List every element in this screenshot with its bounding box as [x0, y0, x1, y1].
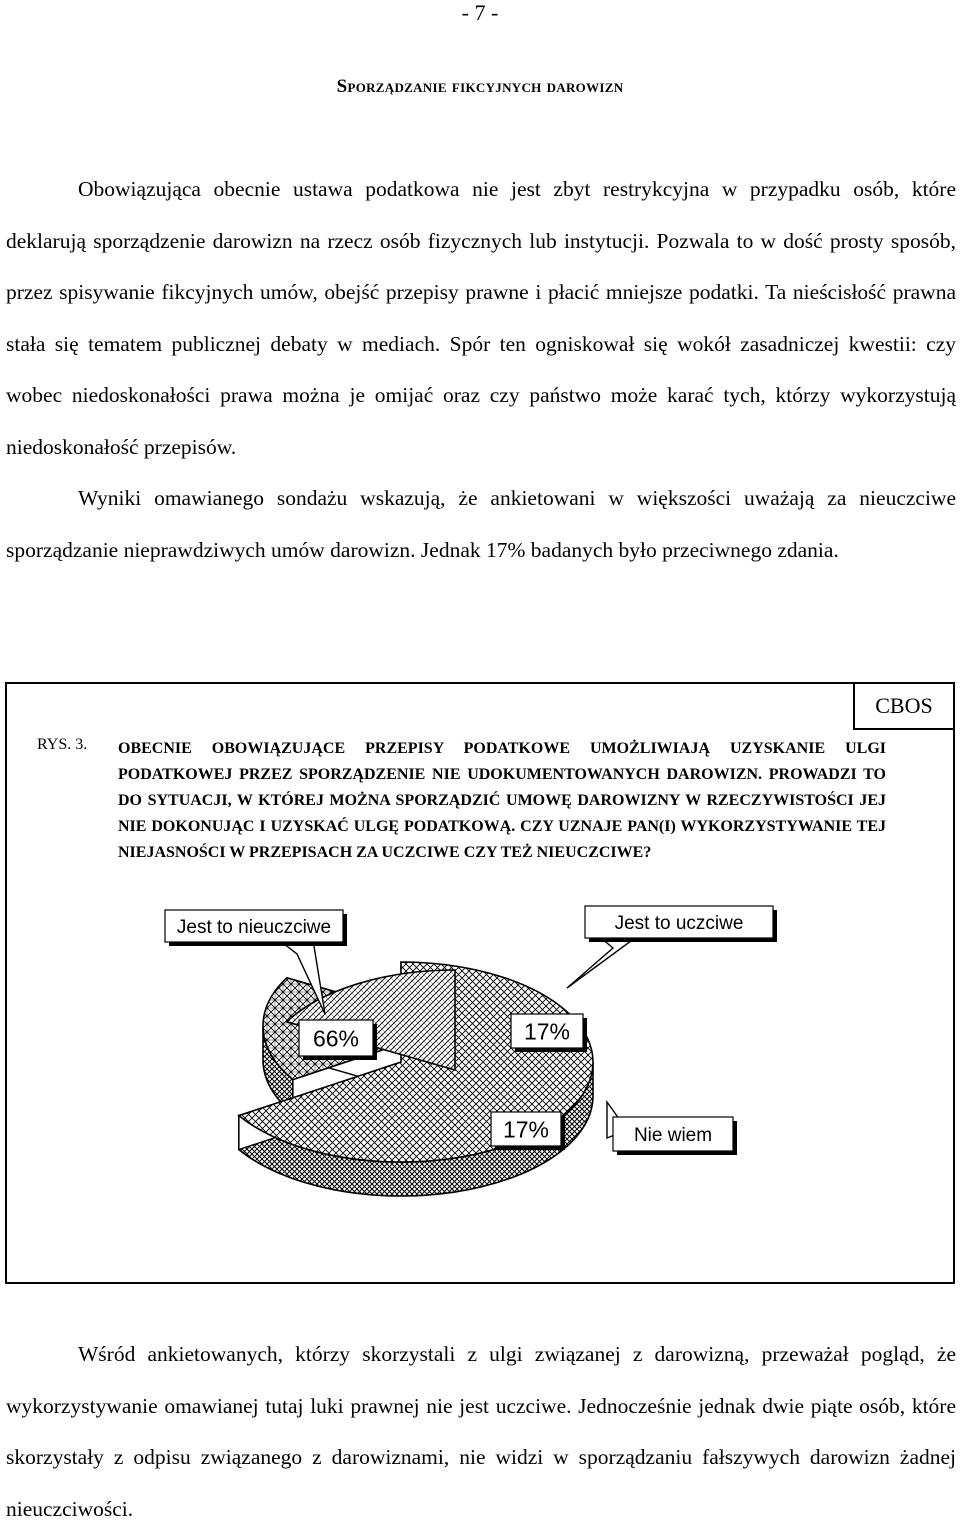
- category-label-0: [165, 910, 347, 946]
- paragraph-intro-text: Obowiązująca obecnie ustawa podatkowa nie jest zbyt restrykcyjna w przypadku osób, które deklarują sporządzenie darowizn na rzecz osób fizycznych lub instytucji. Pozwala to w dość prosty sposób, przez spisywanie fikcyjnych umów, obejść przepisy prawne i płacić mniejsze podatki. Ta nieścisłość prawna stała się tematem publicznej debaty w mediach. Spór ten ogniskował się wokół zasadniczej kwestii: czy wobec niedoskonałości prawa można je omijać oraz czy państwo może karać tych, którzy wykorzystują niedoskonałość przepisów.: [6, 177, 956, 459]
- value-label-0-text: 66%: [312, 1025, 360, 1052]
- value-label-1-text: 17%: [523, 1018, 571, 1045]
- pie-layer: [239, 962, 593, 1196]
- paragraph-conclusion: [6, 1329, 956, 1535]
- value-label-2: [491, 1112, 565, 1150]
- page-number: - 7 -: [461, 0, 499, 25]
- pie-chart: [7, 684, 953, 1282]
- figure-title: OBECNIE OBOWIĄZUJĄCE PRZEPISY PODATKOWE UMOŻLIWIAJĄ UZYSKANIE ULGI PODATKOWEJ PRZEZ SPORZĄDZENIE NIE UDOKUMENTOWANYCH DAROWIZN. PROWADZI TO DO SYTUACJI, W KTÓREJ MOŻNA SPORZĄDZIĆ UMOWĘ DAROWIZNY W RZECZYWISTOŚCI JEJ NIE DOKONUJĄC I UZYSKAĆ ULGĘ PODATKOWĄ. CZY UZNAJE PAN(I) WYKORZYSTYWANIE TEJ NIEJASNOŚCI W PRZEPISACH ZA UCZCIWE CZY TEŻ NIEUCZCIWE?: [118, 740, 886, 861]
- figure-number: RYS. 3.: [37, 736, 88, 753]
- category-label-1-text: Jest to uczciwe: [614, 912, 744, 934]
- value-label-2-text: 17%: [502, 1116, 550, 1143]
- category-label-2-text: Nie wiem: [633, 1124, 713, 1146]
- figure-frame: [5, 682, 955, 1284]
- section-heading: Sporządzanie fikcyjnych darowizn: [336, 76, 624, 97]
- value-label-1: [511, 1014, 587, 1052]
- category-label-0-text: Jest to nieuczciwe: [176, 916, 332, 938]
- value-label-0: [299, 1020, 377, 1060]
- category-label-2: [613, 1117, 737, 1155]
- paragraph-results: [6, 473, 956, 576]
- paragraph-conclusion-text: Wśród ankietowanych, którzy skorzystali z ulgi związanej z darowizną, przeważał pogląd, że wykorzystywanie omawianej tutaj luki prawnej nie jest uczciwe. Jednocześnie jednak dwie piąte osób, które skorzystały z odpisu związanego z darowiznami, nie widzi w sporządzaniu fałszywych darowizn żadnej nieuczciwości.: [6, 1342, 956, 1521]
- paragraph-intro: [6, 164, 956, 473]
- source-label: CBOS: [853, 682, 955, 730]
- callout-pointer-uczciwe: [567, 938, 635, 988]
- category-label-1: [585, 906, 777, 942]
- paragraph-results-text: Wyniki omawianego sondażu wskazują, że ankietowani w większości uważają za nieuczciwe sporządzanie nieprawdziwych umów darowizn. Jednak 17% badanych było przeciwnego zdania.: [6, 486, 956, 562]
